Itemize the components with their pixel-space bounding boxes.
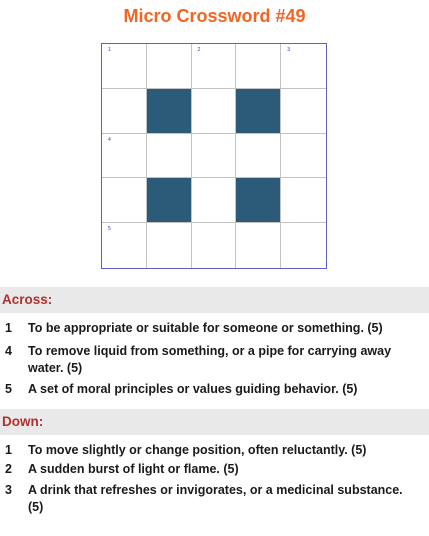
grid-cell[interactable] (102, 134, 147, 179)
clue-number: 2 (5, 462, 12, 476)
clue-number: 1 (5, 443, 12, 457)
grid-cell[interactable] (236, 44, 281, 89)
grid-cell[interactable] (281, 223, 326, 268)
clue-number: 5 (5, 382, 12, 396)
clue-number: 4 (5, 344, 12, 358)
grid-cell[interactable] (281, 178, 326, 223)
clue-number: 1 (5, 321, 12, 335)
cell-number: 2 (197, 47, 201, 53)
down-header: Down: (0, 409, 429, 435)
grid-cell[interactable] (281, 89, 326, 134)
clue-text: A drink that refreshes or invigorates, or a medicinal substance. (5) (28, 483, 403, 514)
clue-number: 3 (5, 483, 12, 497)
puzzle-title: Micro Crossword #49 (123, 6, 306, 26)
grid-cell[interactable] (147, 44, 192, 89)
block-cell (147, 89, 192, 134)
block-cell (236, 178, 281, 223)
clue-text: A sudden burst of light or flame. (5) (28, 462, 239, 476)
grid-cell[interactable] (236, 134, 281, 179)
grid-cell[interactable] (102, 223, 147, 268)
cell-number: 3 (287, 47, 290, 53)
cell-number: 4 (108, 136, 111, 143)
clue-text: To be appropriate or suitable for someone or something. (5) (28, 321, 383, 335)
clue-text: To move slightly or change position, often reluctantly. (5) (28, 443, 367, 457)
clue-text: A set of moral principles or values guiding behavior. (5) (28, 382, 358, 396)
grid-cell[interactable] (102, 89, 147, 134)
block-cell (236, 89, 281, 134)
cell-number: 1 (108, 47, 111, 53)
grid-cell[interactable] (192, 134, 237, 179)
block-cell (147, 178, 192, 223)
grid-cell[interactable] (192, 89, 237, 134)
grid-cell[interactable] (147, 223, 192, 268)
grid-cell[interactable] (192, 223, 237, 268)
clue-text: To remove liquid from something, or a pipe for carrying away water. (5) (28, 344, 392, 375)
crossword-grid (101, 43, 327, 269)
grid-cell[interactable] (236, 223, 281, 268)
across-header: Across: (0, 287, 429, 313)
grid-cell[interactable] (281, 134, 326, 179)
grid-cell[interactable] (192, 44, 237, 89)
grid-cell[interactable] (192, 178, 237, 223)
cell-number: 5 (108, 226, 111, 233)
grid-cell[interactable] (102, 44, 147, 89)
grid-cell[interactable] (102, 178, 147, 223)
grid-cell[interactable] (281, 44, 326, 89)
grid-cell[interactable] (147, 134, 192, 179)
